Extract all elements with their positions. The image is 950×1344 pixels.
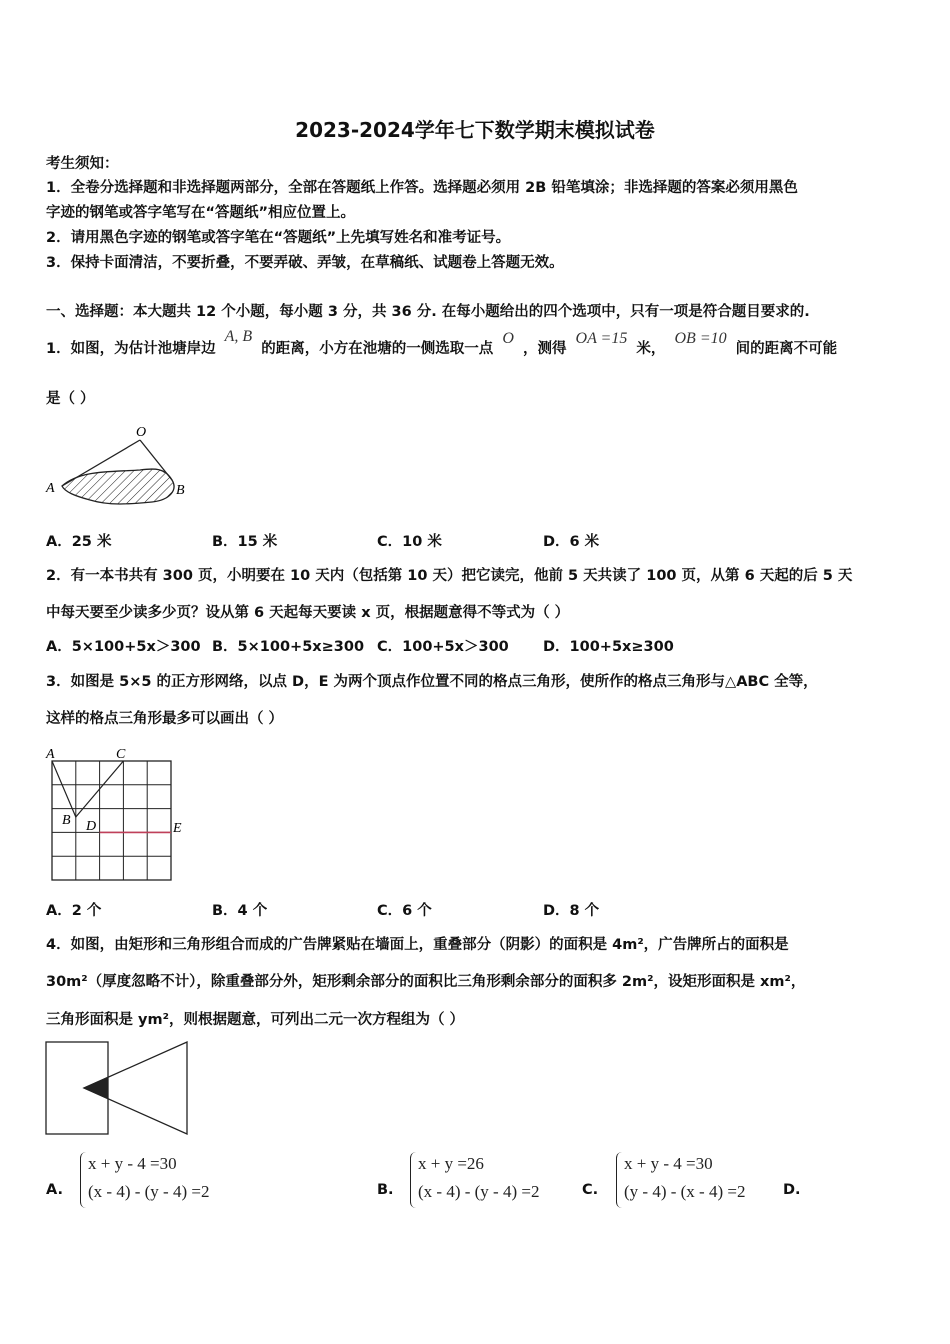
q4-option-b-eq2: (x - 4) - (y - 4) =2: [418, 1182, 540, 1201]
q4-option-a-eq1: x + y - 4 =30: [88, 1154, 177, 1173]
label-b: B: [62, 813, 71, 828]
q1-math-ab: A, B: [224, 328, 253, 345]
q3-option-c[interactable]: C．6 个: [377, 903, 432, 919]
label-o: O: [136, 425, 147, 440]
q4-line-1: 4．如图，由矩形和三角形组合而成的广告牌紧贴在墙面上，重叠部分（阴影）的面积是 4m²，广告牌所占的面积是: [46, 937, 789, 953]
q1-line-2: 是（ ）: [46, 391, 95, 407]
q2-option-a[interactable]: A．5×100+5x＞300: [46, 639, 201, 655]
q2-line-1: 2．有一本书共有 300 页，小明要在 10 天内（包括第 10 天）把它读完，他前 5 天共读了 100 页，从第 6 天起的后 5 天: [46, 568, 853, 584]
pond-shape: [62, 469, 174, 504]
label-a: A: [46, 481, 55, 496]
q1-text-3: ，测得: [522, 341, 567, 357]
q4-option-c-eq2: (y - 4) - (x - 4) =2: [624, 1182, 746, 1201]
q3-grid-figure: [40, 742, 190, 884]
label-a: A: [46, 747, 55, 762]
q1-math-ob: OB =10: [674, 330, 727, 347]
q4-line-2: 30m²（厚度忽略不计），除重叠部分外，矩形剩余部分的面积比三角形剩余部分的面积多 2m²，设矩形面积是 xm²，: [46, 974, 806, 990]
q3-option-a[interactable]: A．2 个: [46, 903, 102, 919]
q2-line-2: 中每天要至少读多少页？设从第 6 天起每天要读 x 页，根据题意得不等式为（ ）: [46, 605, 570, 621]
q4-option-b-eq1: x + y =26: [418, 1154, 484, 1173]
q2-option-b[interactable]: B．5×100+5x≥300: [212, 639, 365, 655]
q4-option-c-label[interactable]: C.: [582, 1182, 599, 1198]
q4-option-a-label[interactable]: A.: [46, 1182, 63, 1198]
q1-option-b[interactable]: B．15 米: [212, 534, 278, 550]
q4-option-d-label[interactable]: D.: [783, 1182, 801, 1198]
q1-text-5: 间的距离不可能: [735, 341, 838, 357]
q1-text-1: 1．如图，为估计池塘岸边: [46, 341, 216, 357]
q4-billboard-figure: [40, 1038, 195, 1140]
q4-option-c-brace: [616, 1152, 623, 1208]
q4-line-3: 三角形面积是 ym²，则根据题意，可列出二元一次方程组为（ ）: [46, 1012, 465, 1028]
q4-option-b-brace: [410, 1152, 417, 1208]
q3-line-2: 这样的格点三角形最多可以画出（ ）: [46, 711, 284, 727]
q1-math-oa: OA =15: [575, 330, 628, 347]
q1-text-2: 的距离，小方在池塘的一侧选取一点: [261, 341, 494, 357]
label-b: B: [176, 483, 185, 498]
q4-option-a-eq2: (x - 4) - (y - 4) =2: [88, 1182, 210, 1201]
q2-option-d[interactable]: D．100+5x≥300: [543, 639, 674, 655]
notice-heading: 考生须知：: [46, 156, 119, 172]
q3-option-d[interactable]: D．8 个: [543, 903, 600, 919]
q1-stem: [46, 328, 838, 359]
notice-line-1a: 1．全卷分选择题和非选择题两部分，全部在答题纸上作答。选择题必须用 2B 铅笔填涂；非选择题的答案必须用黑色: [46, 180, 798, 196]
q4-option-c-eq1: x + y - 4 =30: [624, 1154, 713, 1173]
q1-text-4: 米，: [636, 341, 666, 357]
label-d: D: [86, 819, 97, 834]
q4-option-a-brace: [80, 1152, 87, 1208]
page-title: 2023-2024学年七下数学期末模拟试卷: [295, 118, 655, 142]
q1-option-a[interactable]: A．25 米: [46, 534, 112, 550]
notice-line-1b: 字迹的钢笔或答字笔写在“答题纸”相应位置上。: [46, 205, 356, 221]
label-e: E: [173, 821, 182, 836]
q3-option-b[interactable]: B．4 个: [212, 903, 268, 919]
q1-option-c[interactable]: C．10 米: [377, 534, 442, 550]
q2-option-c[interactable]: C．100+5x＞300: [377, 639, 509, 655]
q1-option-d[interactable]: D．6 米: [543, 534, 600, 550]
q4-option-b-label[interactable]: B.: [377, 1182, 394, 1198]
q1-math-o: O: [502, 330, 514, 347]
notice-line-3: 3．保持卡面清洁，不要折叠，不要弄破、弄皱，在草稿纸、试题卷上答题无效。: [46, 255, 564, 271]
label-c: C: [116, 747, 126, 762]
section-heading: 一、选择题：本大题共 12 个小题，每小题 3 分，共 36 分. 在每小题给出的四个选项中，只有一项是符合题目要求的.: [46, 304, 810, 320]
notice-line-2: 2．请用黑色字迹的钢笔或答字笔在“答题纸”上先填写姓名和准考证号。: [46, 230, 511, 246]
q1-pond-figure: [40, 420, 200, 510]
q3-line-1: 3．如图是 5×5 的正方形网络，以点 D，E 为两个顶点作位置不同的格点三角形，使所作的格点三角形与△ABC 全等，: [46, 674, 818, 690]
